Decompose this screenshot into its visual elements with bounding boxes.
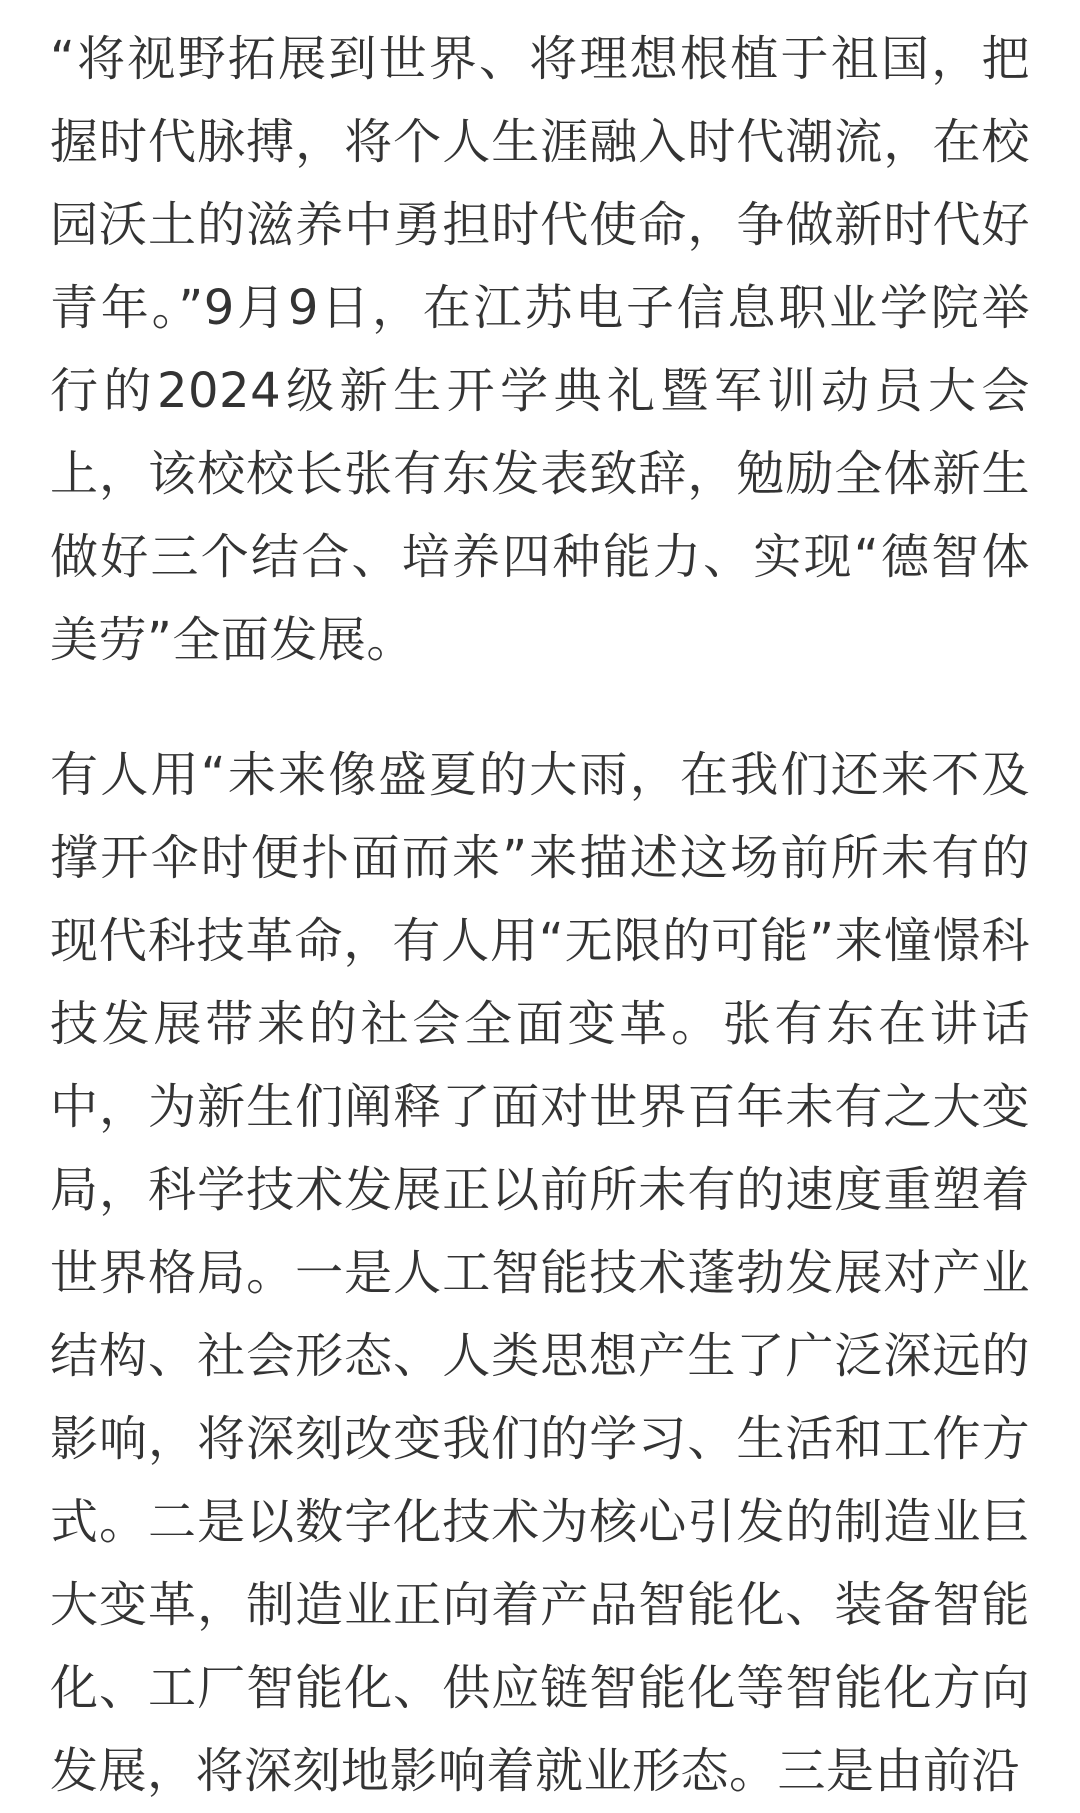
article-paragraph: “将视野拓展到世界、将理想根植于祖国，把握时代脉搏，将个人生涯融入时代潮流，在校园沃土的滋养中勇担时代使命，争做新时代好青年。”9月9日，在江苏电子信息职业学院举行的2024级新生开学典礼暨军训动员大会上，该校校长张有东发表致辞，勉励全体新生做好三个结合、培养四种能力、实现“德智体美劳”全面发展。 [50,31,1030,668]
article-paragraph: 有人用“未来像盛夏的大雨，在我们还来不及撑开伞时便扑面而来”来描述这场前所未有的现代科技革命，有人用“无限的可能”来憧憬科技发展带来的社会全面变革。张有东在讲话中，为新生们阐释了面对世界百年未有之大变局，科学技术发展正以前所未有的速度重塑着世界格局。一是人工智能技术蓬勃发展对产业结构、社会形态、人类思想产生了广泛深远的影响，将深刻改变我们的学习、生活和工作方式。二是以数字化技术为核心引发的制造业巨大变革，制造业正向着产品智能化、装备智能化、工厂智能化、供应链智能化等智能化方向发展，将深刻地影响着就业形态。三是由前沿 [50,747,1030,1799]
article-body [50,18,1030,1813]
